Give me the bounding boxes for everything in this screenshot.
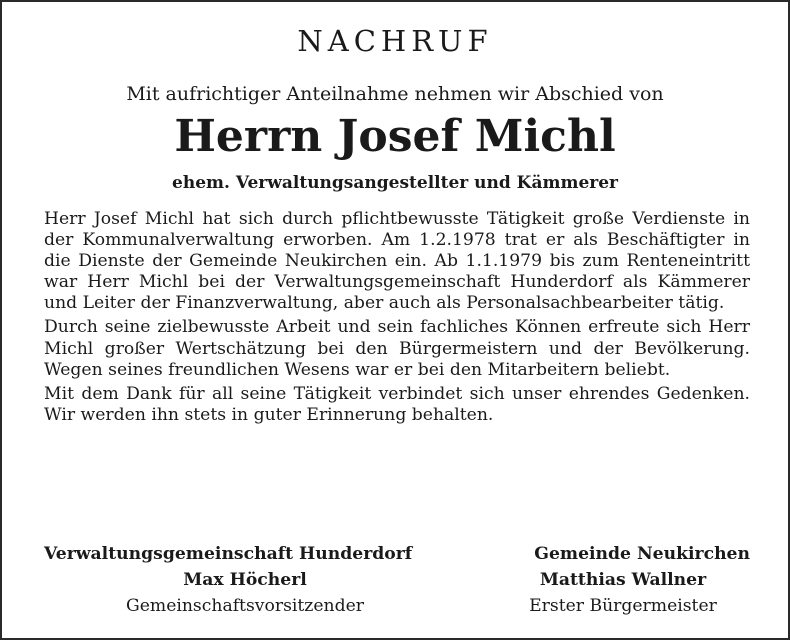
deceased-title: ehem. Verwaltungsangestellter und Kämmerer — [172, 173, 618, 193]
signature-role: Erster Bürgermeister — [529, 596, 717, 616]
signature-person: Matthias Wallner — [539, 570, 707, 590]
signature-block-right — [496, 541, 750, 619]
signature-block-left — [44, 541, 446, 619]
notice-body — [44, 209, 750, 429]
deceased-name: Herrn Josef Michl — [174, 111, 616, 162]
body-paragraph: Herr Josef Michl hat sich durch pflichtbewusste Tätigkeit große Verdienste in der Kommunalverwaltung erworben. Am 1.2.1978 trat er als Beschäftigter in die Dienste der Gemeinde Neukirchen ein. Ab 1.1.1979 bis zum Renteneintritt war Herr Michl bei der Verwaltungsgemeinschaft Hunderdorf als Kämmerer und Leiter der Finanzverwaltung, aber auch als Personalsachbearbeiter tätig. — [44, 209, 750, 314]
signature-person: Max Höcherl — [183, 570, 307, 590]
body-paragraph: Mit dem Dank für all seine Tätigkeit verbindet sich unser ehrendes Gedenken. Wir werden ihn stets in guter Erinnerung behalten. — [44, 383, 750, 425]
signature-organization: Gemeinde Neukirchen — [534, 544, 750, 564]
notice-heading: NACHRUF — [297, 24, 493, 58]
signature-role: Gemeinschaftsvorsitzender — [126, 596, 364, 616]
intro-line: Mit aufrichtiger Anteilnahme nehmen wir Abschied von — [126, 83, 664, 105]
signature-organization: Verwaltungsgemeinschaft Hunderdorf — [44, 544, 413, 564]
body-paragraph: Durch seine zielbewusste Arbeit und sein fachliches Können erfreute sich Herr Michl großer Wertschätzung bei den Bürgermeistern und der Bevölkerung. Wegen seines freundlichen Wesens war er bei den Mitarbeitern beliebt. — [44, 317, 750, 380]
